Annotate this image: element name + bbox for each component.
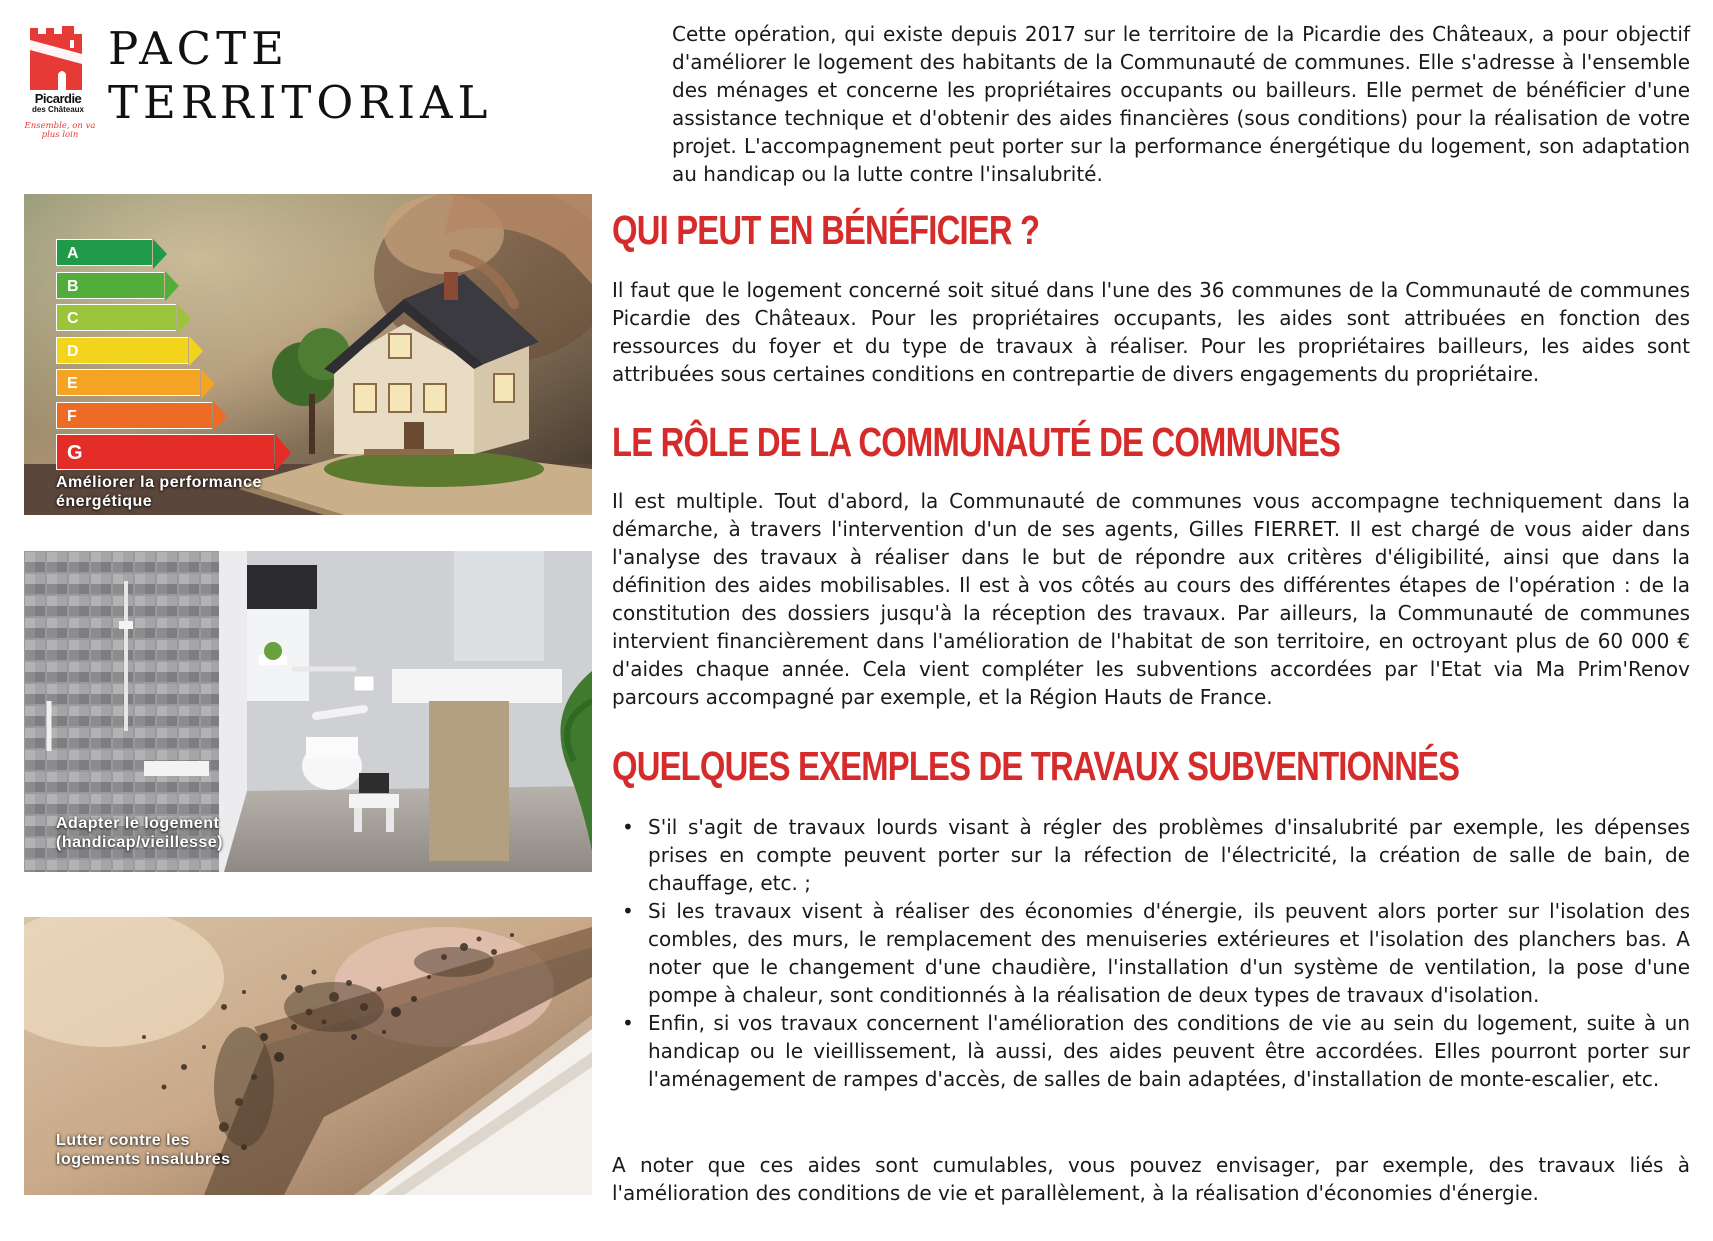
energy-class-d: D (56, 337, 188, 364)
examples-list (612, 813, 1690, 1093)
caption-accessibility-line2: (handicap/vieillesse) (56, 834, 224, 851)
page-title (108, 22, 492, 130)
insalubrity-image (24, 917, 592, 1195)
caption-insalubrity-line2: logements insalubres (56, 1151, 231, 1168)
title-line1: PACTE (108, 22, 289, 75)
logo-slogan: Ensemble, on va plus loin (24, 121, 96, 140)
title-line2: TERRITORIAL (108, 76, 493, 129)
logo-brand-line1: Picardie (34, 91, 82, 106)
caption-accessibility-line1: Adapter le logement (56, 815, 220, 832)
energy-class-e: E (56, 369, 200, 396)
logo (24, 22, 96, 140)
heading-beneficiaires: QUI PEUT EN BÉNÉFICIER ? (612, 207, 1040, 253)
energy-class-a: A (56, 239, 152, 266)
list-item: • Si les travaux visent à réaliser des économies d'énergie, ils peuvent alors porter sur l'isolation des combles, des murs, le remplacement des menuiseries extérieures et l'isolation des planchers bas. A noter que le changement d'une chaudière, l'installation d'un système de ventilation, la pose d'une pompe à chaleur, sont conditionnés à la réalisation de deux types de travaux d'isolation. (612, 897, 1690, 1009)
text-beneficiaires: Il faut que le logement concerné soit situé dans l'une des 36 communes de la Communauté de communes Picardie des Châteaux. Pour les propriétaires occupants, les aides sont attribuées en fonction des ressources du foyer et du type de travaux à réaliser. Pour les propriétaires bailleurs, les aides sont attribuées sous certaines conditions en contrepartie de divers engagements du propriétaire. (612, 278, 1690, 386)
closing-note: A noter que ces aides sont cumulables, vous pouvez envisager, par exemple, des travaux liés à l'amélioration des conditions de vie et parallèlement, à la réalisation d'économies d'énergie. (612, 1153, 1690, 1205)
caption-energy-line2: énergétique (56, 493, 153, 510)
energy-class-f: F (56, 402, 212, 429)
energy-label (56, 239, 274, 476)
castle-logo-icon (26, 24, 86, 94)
heading-role: LE RÔLE DE LA COMMUNAUTÉ DE COMMUNES (612, 419, 1341, 465)
caption-energy (56, 473, 262, 511)
caption-energy-line1: Améliorer la performance (56, 474, 262, 491)
heading-exemples: QUELQUES EXEMPLES DE TRAVAUX SUBVENTIONNÉS (612, 743, 1460, 789)
intro-paragraph: Cette opération, qui existe depuis 2017 sur le territoire de la Picardie des Châteaux, a pour objectif d'améliorer le logement des habitants de la Communauté de communes. Elle s'adresse à l'ensemble des ménages et concerne les propriétaires occupants ou bailleurs. Elle permet de bénéficier d'une assistance technique et d'obtenir des aides financières (sous conditions) pour la réalisation de votre projet. L'accompagnement peut porter sur la performance énergétique du logement, son adaptation au handicap ou la lutte contre l'insalubrité. (672, 22, 1690, 186)
list-item: • Enfin, si vos travaux concernent l'amélioration des conditions de vie au sein du logement, suite à un handicap ou le vieillissement, là aussi, des aides peuvent être accordées. Elles pourront porter sur l'aménagement de rampes d'accès, de salles de bain adaptées, d'installation de monte-escalier, etc. (612, 1009, 1690, 1093)
logo-brand (24, 92, 92, 114)
energy-class-g: G (56, 434, 274, 470)
logo-brand-line2: des Châteaux (31, 105, 85, 114)
caption-accessibility (56, 814, 223, 852)
energy-class-c: C (56, 304, 176, 331)
text-role: Il est multiple. Tout d'abord, la Communauté de communes vous accompagne techniquement dans la démarche, à travers l'intervention d'un de ses agents, Gilles FIERRET. Il est chargé de vous aider dans l'analyse des travaux à réaliser dans le but de répondre aux critères d'éligibilité, ainsi que dans la définition des aides mobilisables. Il est à vos côtés au cours des différentes étapes de l'opération : de la constitution des dossiers jusqu'à la réception des travaux. Par ailleurs, la Communauté de communes intervient financièrement dans l'amélioration de l'habitat de son territoire, en octroyant plus de 60 000 € d'aides chaque année. Cela vient compléter les subventions accordées par l'Etat via Ma Prim'Renov parcours accompagné par exemple, et la Région Hauts de France. (612, 489, 1690, 709)
energy-performance-image (24, 194, 592, 515)
accessible-bathroom-image (24, 551, 592, 872)
list-item: • S'il s'agit de travaux lourds visant à régler des problèmes d'insalubrité par exemple, les dépenses prises en compte peuvent porter sur la réfection de l'électricité, la création de salle de bain, de chauffage, etc. ; (612, 813, 1690, 897)
energy-class-b: B (56, 272, 164, 299)
caption-insalubrity (56, 1131, 231, 1169)
caption-insalubrity-line1: Lutter contre les (56, 1132, 190, 1149)
